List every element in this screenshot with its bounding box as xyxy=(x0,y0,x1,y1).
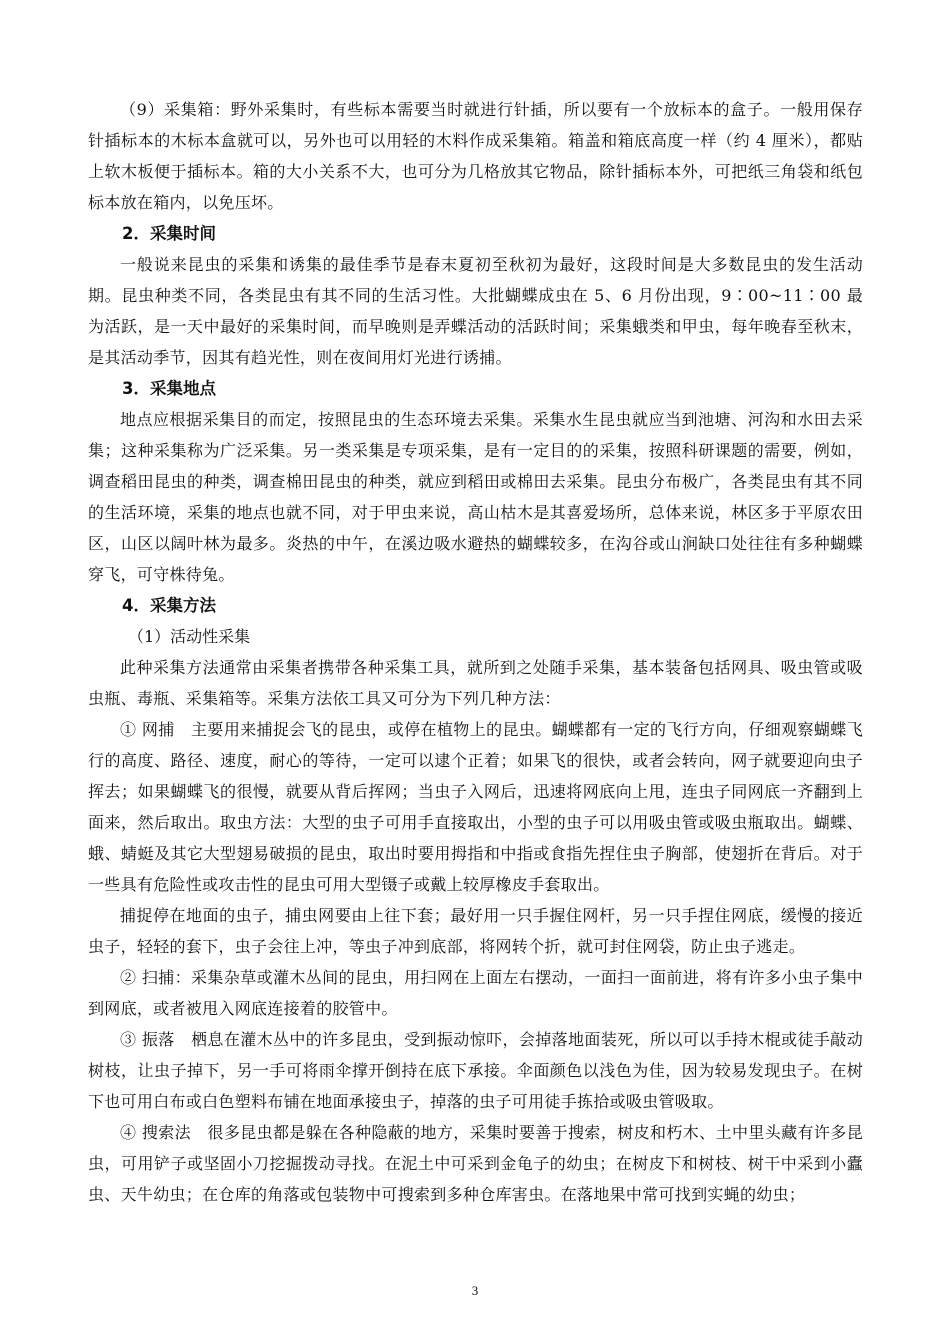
paragraph-collecting-box: （9）采集箱：野外采集时，有些标本需要当时就进行针插，所以要有一个放标本的盒子。一般用保存针插标本的木标本盒就可以，另外也可以用轻的木料作成采集箱。箱盖和箱底高度一样（约 4 厘米），都贴上软木板便于插标本。箱的大小关系不大，也可分为几格放其它物品，除针插标本外，可把纸三角袋和纸包标本放在箱内，以免压坏。 xyxy=(88,100,863,212)
section-heading-collecting-time: 2．采集时间 xyxy=(122,224,216,243)
paragraph-collecting-place: 地点应根据采集目的而定，按照昆虫的生态环境去采集。采集水生昆虫就应当到池塘、河沟和水田去采集；这种采集称为广泛采集。另一类采集是专项采集，是有一定目的的采集，按照科研课题的需要，例如，调查稻田昆虫的种类，调查棉田昆虫的种类，就应到稻田或棉田去采集。昆虫分布极广，各类昆虫有其不同的生活环境，采集的地点也就不同，对于甲虫来说，高山枯木是其喜爱场所，总体来说，林区多于平原农田区，山区以阔叶林为最多。炎热的中午，在溪边吸水避热的蝴蝶较多，在沟谷或山涧缺口处往往有多种蝴蝶穿飞，可守株待兔。 xyxy=(88,410,863,584)
document-body xyxy=(88,94,863,1210)
paragraph-shaking: ③ 振落 栖息在灌木丛中的许多昆虫，受到振动惊吓，会掉落地面装死，所以可以手持木棍或徒手敲动树枝，让虫子掉下，另一手可将雨伞撑开倒持在底下承接。伞面颜色以浅色为佳，因为较易发现虫子。在树下也可用白布或白色塑料布铺在地面承接虫子，掉落的虫子可用徒手拣拾或吸虫管吸取。 xyxy=(88,1030,863,1111)
section-heading-collecting-place: 3．采集地点 xyxy=(122,379,216,398)
paragraph-collecting-time: 一般说来昆虫的采集和诱集的最佳季节是春末夏初至秋初为最好，这段时间是大多数昆虫的发生活动期。昆虫种类不同，各类昆虫有其不同的生活习性。大批蝴蝶成虫在 5、6 月份出现，9∶00~11∶00 最为活跃，是一天中最好的采集时间，而早晚则是弄蝶活动的活跃时间；采集蛾类和甲虫，每年晚春至秋末，是其活动季节，因其有趋光性，则在夜间用灯光进行诱捕。 xyxy=(88,255,863,367)
paragraph-net-catching: ① 网捕 主要用来捕捉会飞的昆虫，或停在植物上的昆虫。蝴蝶都有一定的飞行方向，仔细观察蝴蝶飞行的高度、路径、速度，耐心的等待，一定可以逮个正着；如果飞的很快，或者会转向，网子就要迎向虫子挥去；如果蝴蝶飞的很慢，就要从背后挥网；当虫子入网后，迅速将网底向上甩，连虫子同网底一齐翻到上面来，然后取出。取虫方法：大型的虫子可用手直接取出，小型的虫子可以用吸虫管或吸虫瓶取出。蝴蝶、蛾、蜻蜓及其它大型翅易破损的昆虫，取出时要用拇指和中指或食指先捏住虫子胸部，使翅折在背后。对于一些具有危险性或攻击性的昆虫可用大型镊子或戴上较厚橡皮手套取出。 xyxy=(88,720,863,894)
paragraph-ground-catching: 捕捉停在地面的虫子，捕虫网要由上往下套；最好用一只手握住网杆，另一只手捏住网底，缓慢的接近虫子，轻轻的套下，虫子会往上冲，等虫子冲到底部，将网转个折，就可封住网袋，防止虫子逃走。 xyxy=(88,906,863,956)
paragraph-searching: ④ 搜索法 很多昆虫都是躲在各种隐蔽的地方，采集时要善于搜索，树皮和朽木、土中里头藏有许多昆虫，可用铲子或坚固小刀挖掘拨动寻找。在泥土中可采到金龟子的幼虫；在树皮下和树枝、树干中采到小蠹虫、天牛幼虫；在仓库的角落或包装物中可搜索到多种仓库害虫。在落地果中常可找到实蝇的幼虫； xyxy=(88,1123,863,1204)
page-number: 3 xyxy=(471,1283,479,1298)
paragraph-active-collecting: 此种采集方法通常由采集者携带各种采集工具，就所到之处随手采集，基本装备包括网具、吸虫管或吸虫瓶、毒瓶、采集箱等。采集方法依工具又可分为下列几种方法： xyxy=(88,658,863,708)
subheading-active-collecting: （1）活动性采集 xyxy=(128,627,251,646)
paragraph-sweeping: ② 扫捕：采集杂草或灌木丛间的昆虫，用扫网在上面左右摆动，一面扫一面前进，将有许多小虫子集中到网底，或者被甩入网底连接着的胶管中。 xyxy=(88,968,863,1018)
section-heading-collecting-method: 4．采集方法 xyxy=(122,596,216,615)
